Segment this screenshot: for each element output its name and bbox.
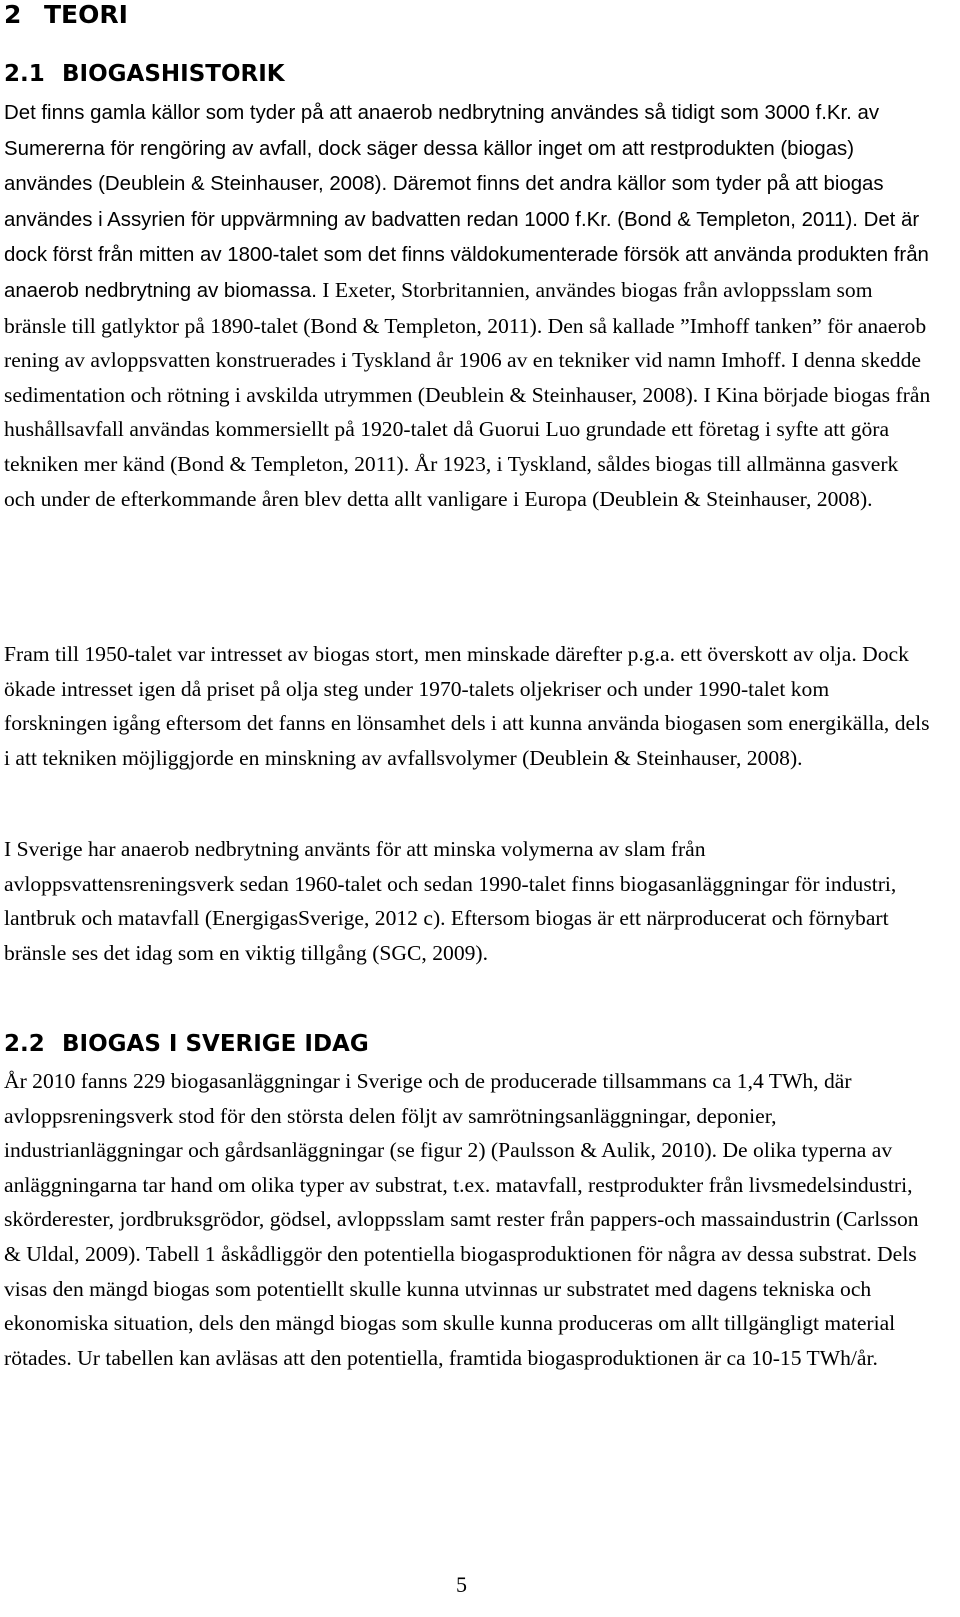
- paragraph-text-sans-3: Det är dock först från mitten av 1800-talet som det finns väldokumenterade försök att använda produkten från anaerob nedbrytning av biomassa.: [4, 208, 929, 302]
- paragraph-text-sans-2: Däremot finns det andra källor som tyder på att biogas användes i Assyrien för uppvärmning av badvatten redan 1000 f.Kr. (Bond & Templeton, 2011).: [4, 173, 884, 231]
- page-number: 5: [456, 1572, 467, 1597]
- section-heading-biogas-sverige: [4, 1030, 369, 1058]
- paragraph-text-serif: I Exeter, Storbritannien, användes biogas från avloppsslam som bränsle till gatlyktor på 1890-talet (Bond & Templeton, 2011). Den så kallade ”Imhoff tanken” för anaerob rening av avloppsvatten konstruerades i Tyskland år 1906 av en tekniker vid namn Imhoff. I denna skedde sedimentation och rötning i avskilda utrymmen (Deublein & Steinhauser, 2008). I Kina började biogas från hushållsavfall användas kommersiellt på 1920-talet då Guorui Luo grundade ett företag i syfte att göra tekniken mer känd (Bond & Templeton, 2011). År 1923, i Tyskland, såldes biogas till allmänna gasverk och under de efterkommande åren blev detta allt vanligare i Europa (Deublein & Steinhauser, 2008).: [4, 277, 931, 511]
- chapter-heading: [4, 0, 128, 30]
- section-number: 2.1: [4, 61, 45, 87]
- section-number: 2.2: [4, 1031, 45, 1057]
- section-title: BIOGASHISTORIK: [62, 61, 285, 87]
- paragraph-history-3: I Sverige har anaerob nedbrytning använts för att minska volymerna av slam från avloppsvattensreningsverk sedan 1960-talet och sedan 1990-talet finns biogasanläggningar för industri, lantbruk och matavfall (EnergigasSverige, 2012 c). Eftersom biogas är ett närproducerat och förnybart bränsle ses det idag som en viktig tillgång (SGC, 2009).: [4, 837, 897, 965]
- chapter-number: 2: [4, 0, 22, 29]
- paragraph-sverige-1: År 2010 fanns 229 biogasanläggningar i Sverige och de producerade tillsammans ca 1,4 TWh, där avloppsreningsverk stod för den största delen följt av samrötningsanläggningar, deponier, industrianläggningar och gårdsanläggningar (se figur 2) (Paulsson & Aulik, 2010). De olika typerna av anläggningarna tar hand om olika typer av substrat, t.ex. matavfall, restprodukter från livsmedelsindustri, skörderester, jordbruksgrödor, gödsel, avloppsslam samt rester från pappers-och massaindustrin (Carlsson & Uldal, 2009). Tabell 1 åskådliggör den potentiella biogasproduktionen för några av dessa substrat. Dels visas den mängd biogas som potentiellt skulle kunna utvinnas ur substratet med dagens tekniska och ekonomiska situation, dels den mängd biogas som skulle kunna produceras om allt tillgängligt material rötades. Ur tabellen kan avläsas att den potentiella, framtida biogasproduktionen är ca 10-15 TWh/år.: [4, 1069, 919, 1370]
- paragraph-history-2: Fram till 1950-talet var intresset av biogas stort, men minskade därefter p.g.a. ett överskott av olja. Dock ökade intresset igen då priset på olja steg under 1970-talets oljekriser och under 1990-talet kom forskningen igång eftersom det fanns en lönsamhet dels i att kunna använda biogasen som energikälla, dels i att tekniken möjliggjorde en minskning av avfallsvolymer (Deublein & Steinhauser, 2008).: [4, 642, 930, 770]
- paragraph-history-1: [4, 95, 934, 516]
- section-title: BIOGAS I SVERIGE IDAG: [62, 1031, 369, 1057]
- section-heading-biogashistorik: [4, 60, 285, 88]
- paragraph-text-sans-1: Det finns gamla källor som tyder på att anaerob nedbrytning användes så tidigt som 3000 f.Kr. av Sumererna för rengöring av avfall, dock säger dessa källor inget om att restprodukten (biogas) användes (Deublein & Steinhauser, 2008).: [4, 102, 880, 196]
- chapter-title: TEORI: [44, 0, 128, 29]
